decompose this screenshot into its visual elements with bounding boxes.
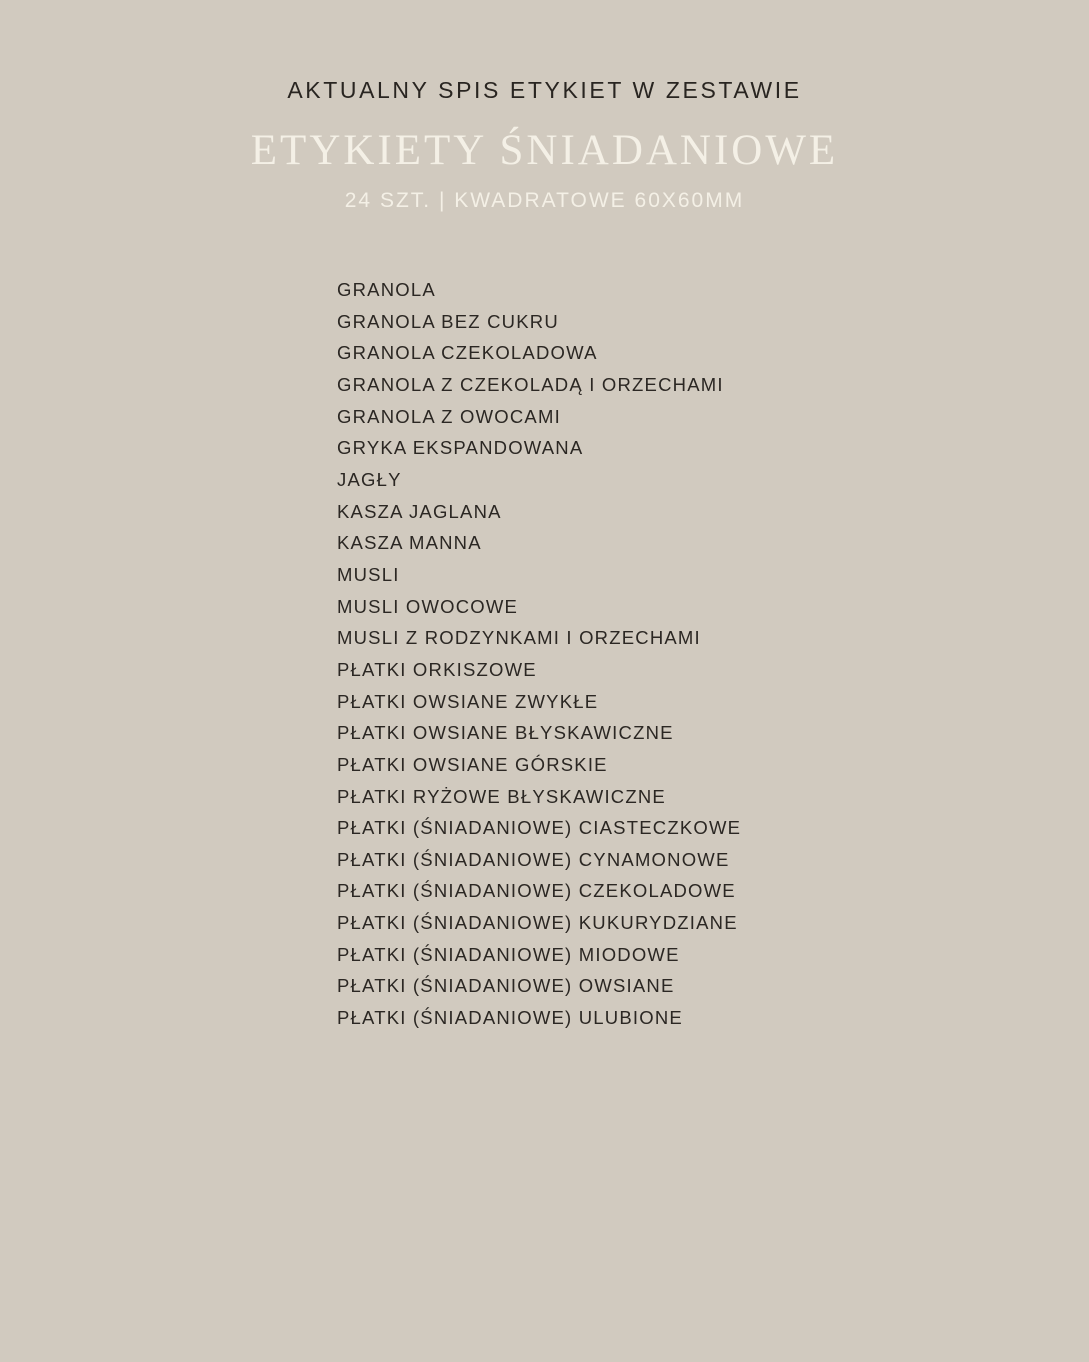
page-title: ETYKIETY ŚNIADANIOWE [250,127,839,174]
list-item: MUSLI [337,563,400,585]
page-subtitle: 24 SZT. | KWADRATOWE 60X60MM [344,189,745,212]
list-item: KASZA JAGLANA [337,500,502,522]
list-item: PŁATKI RYŻOWE BŁYSKAWICZNE [337,785,666,807]
list-item: PŁATKI OWSIANE GÓRSKIE [337,753,608,775]
list-item: PŁATKI OWSIANE BŁYSKAWICZNE [337,722,674,744]
label-list [337,274,741,1034]
list-item: PŁATKI (ŚNIADANIOWE) OWSIANE [337,975,675,997]
list-item: PŁATKI (ŚNIADANIOWE) CZEKOLADOWE [337,880,736,902]
list-item: GRANOLA BEZ CUKRU [337,310,559,332]
list-item: PŁATKI (ŚNIADANIOWE) MIODOWE [337,943,680,965]
list-item: PŁATKI (ŚNIADANIOWE) CIASTECZKOWE [337,817,742,839]
list-item: GRANOLA [337,279,436,300]
list-item: PŁATKI (ŚNIADANIOWE) KUKURYDZIANE [337,912,738,934]
list-item: GRYKA EKSPANDOWANA [337,437,584,459]
list-item: PŁATKI OWSIANE ZWYKŁE [337,690,599,712]
list-item: KASZA MANNA [337,532,482,554]
list-item: MUSLI OWOCOWE [337,595,519,617]
list-item: PŁATKI ORKISZOWE [337,658,537,680]
list-item: GRANOLA Z CZEKOLADĄ I ORZECHAMI [337,373,724,395]
list-item: MUSLI Z RODZYNKAMI I ORZECHAMI [337,627,701,649]
list-item: GRANOLA Z OWOCAMI [337,405,561,427]
list-item: JAGŁY [337,468,402,490]
page-kicker: AKTUALNY SPIS ETYKIET W ZESTAWIE [287,77,802,103]
list-item: GRANOLA CZEKOLADOWA [337,342,598,364]
list-item: PŁATKI (ŚNIADANIOWE) ULUBIONE [337,1007,683,1029]
list-item: PŁATKI (ŚNIADANIOWE) CYNAMONOWE [337,848,730,870]
